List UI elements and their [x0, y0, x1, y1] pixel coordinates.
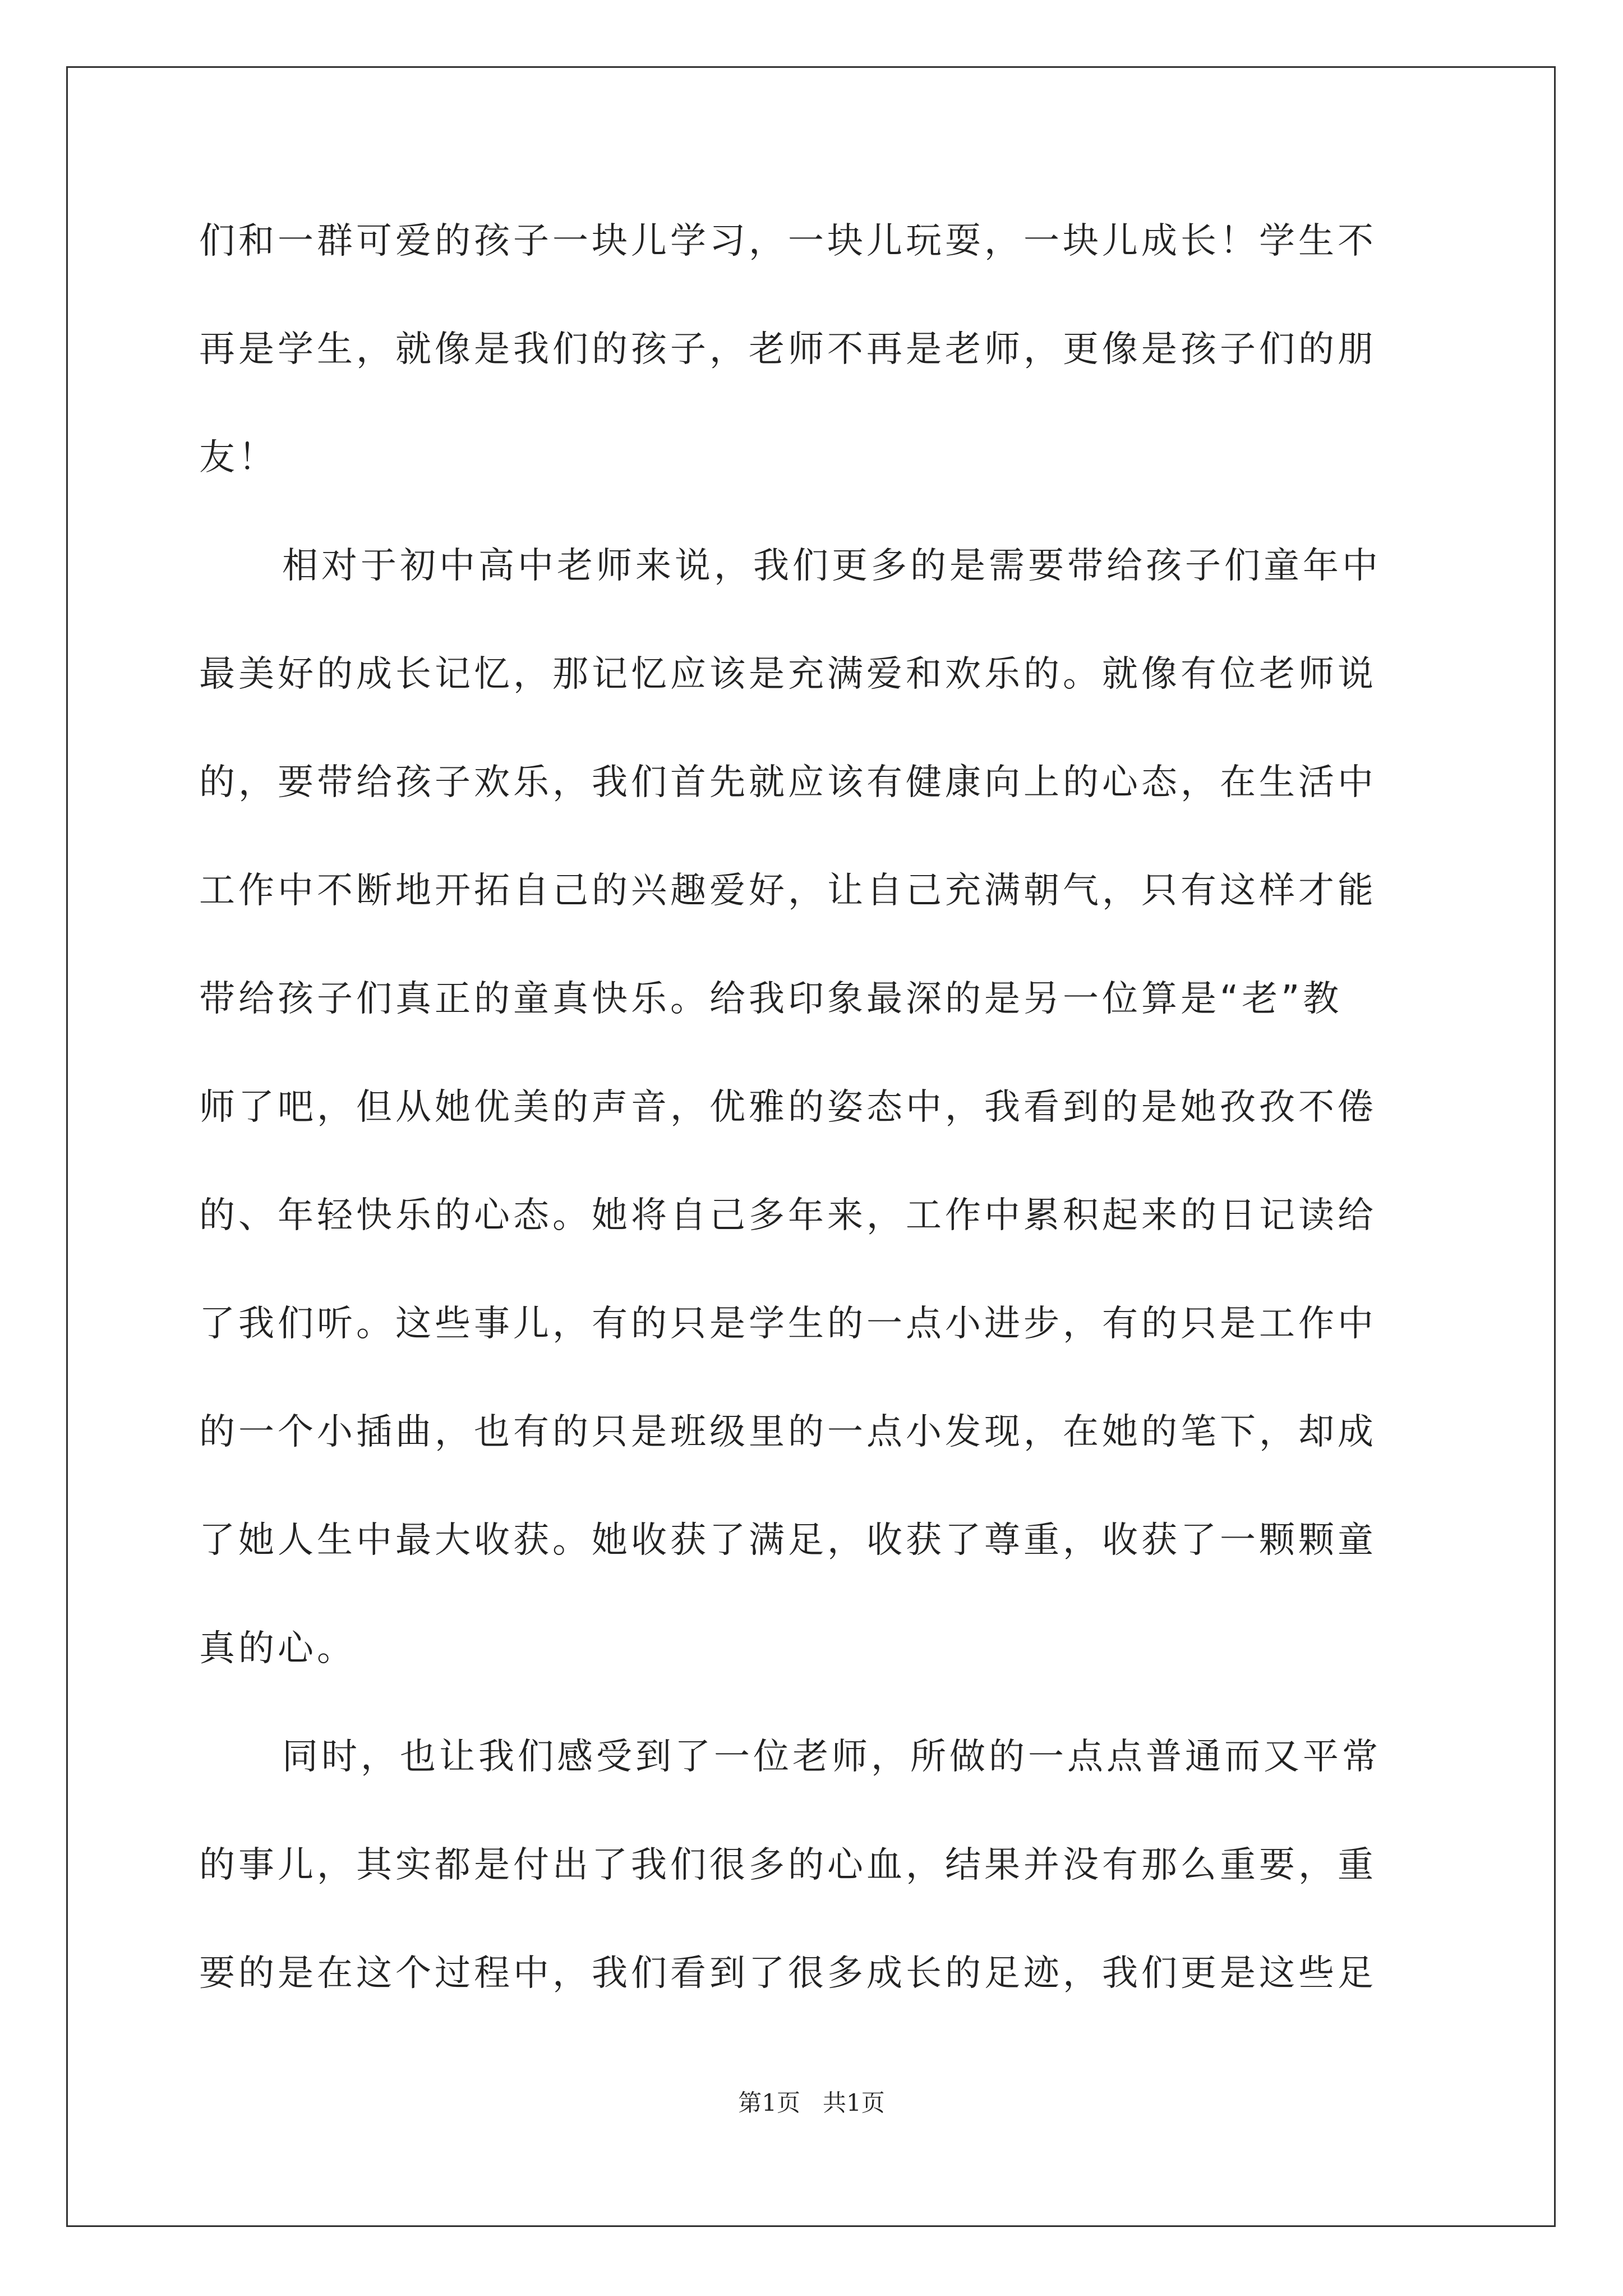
text-line: 的，要带给孩子欢乐，我们首先就应该有健康向上的心态，在生活中	[199, 762, 1377, 803]
text-line: 要的是在这个过程中，我们看到了很多成长的足迹，我们更是这些足	[199, 1953, 1377, 1994]
text-line: 师了吧，但从她优美的声音，优雅的姿态中，我看到的是她孜孜不倦	[199, 1087, 1377, 1128]
text-line: 了她人生中最大收获。她收获了满足，收获了尊重，收获了一颗颗童	[199, 1520, 1377, 1561]
text-line: 工作中不断地开拓自己的兴趣爱好，让自己充满朝气，只有这样才能	[199, 870, 1377, 912]
text-line: 最美好的成长记忆，那记忆应该是充满爱和欢乐的。就像有位老师说	[199, 654, 1377, 695]
text-line: 的事儿，其实都是付出了我们很多的心血，结果并没有那么重要，重	[199, 1844, 1377, 1886]
text-line: 带给孩子们真正的童真快乐。给我印象最深的是另一位算是“老”教	[199, 978, 1343, 1020]
text-line: 再是学生，就像是我们的孩子，老师不再是老师，更像是孩子们的朋	[199, 329, 1377, 370]
text-line: 们和一群可爱的孩子一块儿学习，一块儿玩耍，一块儿成长！学生不	[199, 220, 1377, 262]
text-line: 真的心。	[199, 1628, 356, 1669]
paragraph-start-line: 同时，也让我们感受到了一位老师，所做的一点点普通而又平常	[282, 1736, 1381, 1778]
text-line: 的、年轻快乐的心态。她将自己多年来，工作中累积起来的日记读给	[199, 1195, 1377, 1236]
document-body	[199, 213, 1433, 2054]
text-line: 了我们听。这些事儿，有的只是学生的一点小进步，有的只是工作中	[199, 1303, 1377, 1345]
page-number-footer: 第1页 共1页	[738, 2089, 885, 2116]
text-line: 的一个小插曲，也有的只是班级里的一点小发现，在她的笔下，却成	[199, 1411, 1377, 1453]
paragraph-start-line: 相对于初中高中老师来说，我们更多的是需要带给孩子们童年中	[282, 545, 1381, 587]
text-line: 友！	[199, 437, 278, 478]
